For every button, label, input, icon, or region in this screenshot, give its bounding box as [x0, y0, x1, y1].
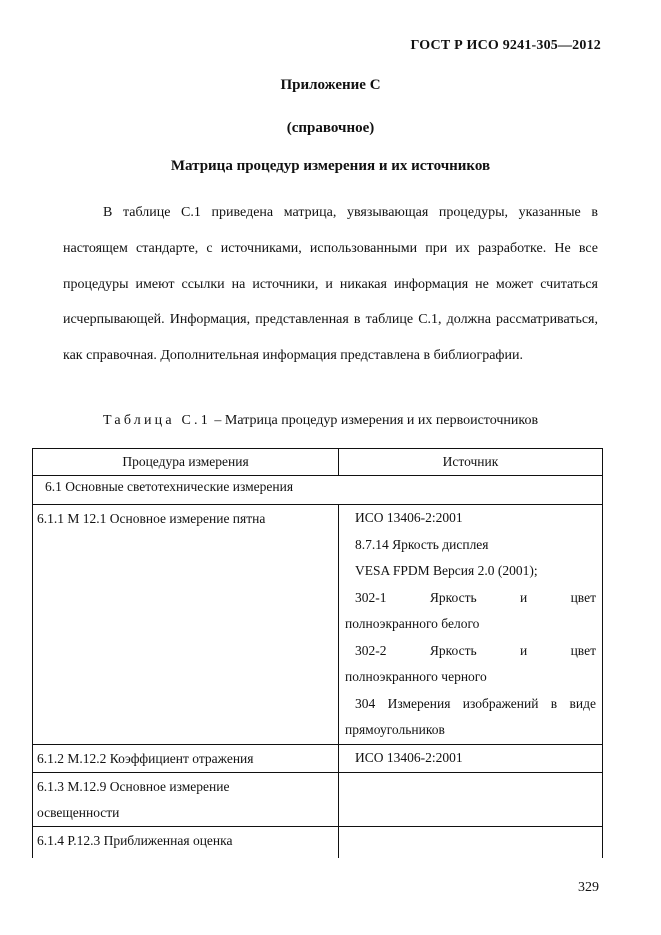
table-caption-text: – Матрица процедур измерения и их первоисточников — [214, 413, 539, 428]
table-row — [33, 826, 603, 858]
source-302-2-w3: цвет — [570, 642, 596, 658]
page-number: 329 — [578, 880, 599, 895]
procedure-matrix-table — [32, 448, 603, 858]
procedure-cell: 6.1.1 М 12.1 Основное измерение пятна — [33, 505, 339, 745]
appendix-heading: Матрица процедур измерения и их источников — [170, 158, 491, 174]
procedure-cell: 6.1.2 М.12.2 Коэффициент отражения — [33, 744, 339, 772]
table-row — [33, 744, 603, 772]
procedure-cell — [33, 772, 339, 826]
source-cell — [339, 826, 603, 858]
source-302-2-num: 302-2 — [355, 642, 387, 658]
source-8714: 8.7.14 Яркость дисплея — [355, 536, 489, 552]
source-cell — [339, 744, 603, 772]
source-cell — [339, 505, 603, 745]
procedure-line-2: освещенности — [37, 804, 120, 820]
table-caption-label: Таблица С.1 — [103, 413, 211, 428]
standard-code: ГОСТ Р ИСО 9241-305—2012 — [410, 38, 601, 53]
procedure-line-1: 6.1.3 М.12.9 Основное измерение — [37, 778, 230, 794]
intro-paragraph — [63, 195, 598, 374]
source-302-2-w2: и — [519, 642, 528, 658]
source-302-1-w2: и — [519, 589, 528, 605]
table-row — [33, 772, 603, 826]
table-header-row — [33, 449, 603, 476]
appendix-title: Приложение С — [280, 77, 381, 93]
table-caption — [103, 413, 538, 429]
intro-text: В таблице С.1 приведена матрица, увязывающая процедуры, указанные в настоящем стандарте, с источниками, использованными при их разработке. Не все процедуры имеют ссылки на источники, и никакая информация не может считаться исчерпывающей. Информация, представленная в таблице С.1, должна рассматриваться, как справочная. Дополнительная информация представлена в библиографии. — [63, 205, 598, 364]
source-302-1-cont: полноэкранного белого — [345, 616, 480, 631]
source-302-1 — [345, 585, 596, 612]
source-iso: ИСО 13406-2:2001 — [355, 510, 463, 525]
source-302-2-w1: Яркость — [429, 642, 477, 658]
source-cell — [339, 772, 603, 826]
source-302-1-num: 302-1 — [355, 589, 387, 605]
table-row — [33, 505, 603, 745]
section-title: 6.1 Основные светотехнические измерения — [45, 479, 294, 494]
appendix-type: (справочное) — [286, 120, 375, 136]
source-302-1-w1: Яркость — [429, 589, 477, 605]
header-source: Источник — [339, 449, 603, 476]
source-302-2 — [345, 638, 596, 665]
source-304-cont: прямоугольников — [345, 722, 445, 737]
source-302-2-cont: полноэкранного черного — [345, 669, 487, 684]
header-procedure: Процедура измерения — [33, 449, 339, 476]
source-304: 304 Измерения изображений в виде — [355, 695, 596, 711]
section-row — [33, 476, 603, 505]
procedure-cell: 6.1.4 Р.12.3 Приближенная оценка — [33, 826, 339, 858]
source-vesa: VESA FPDM Версия 2.0 (2001); — [355, 563, 538, 578]
source-302-1-w3: цвет — [570, 589, 596, 605]
source-iso: ИСО 13406-2:2001 — [355, 749, 463, 765]
